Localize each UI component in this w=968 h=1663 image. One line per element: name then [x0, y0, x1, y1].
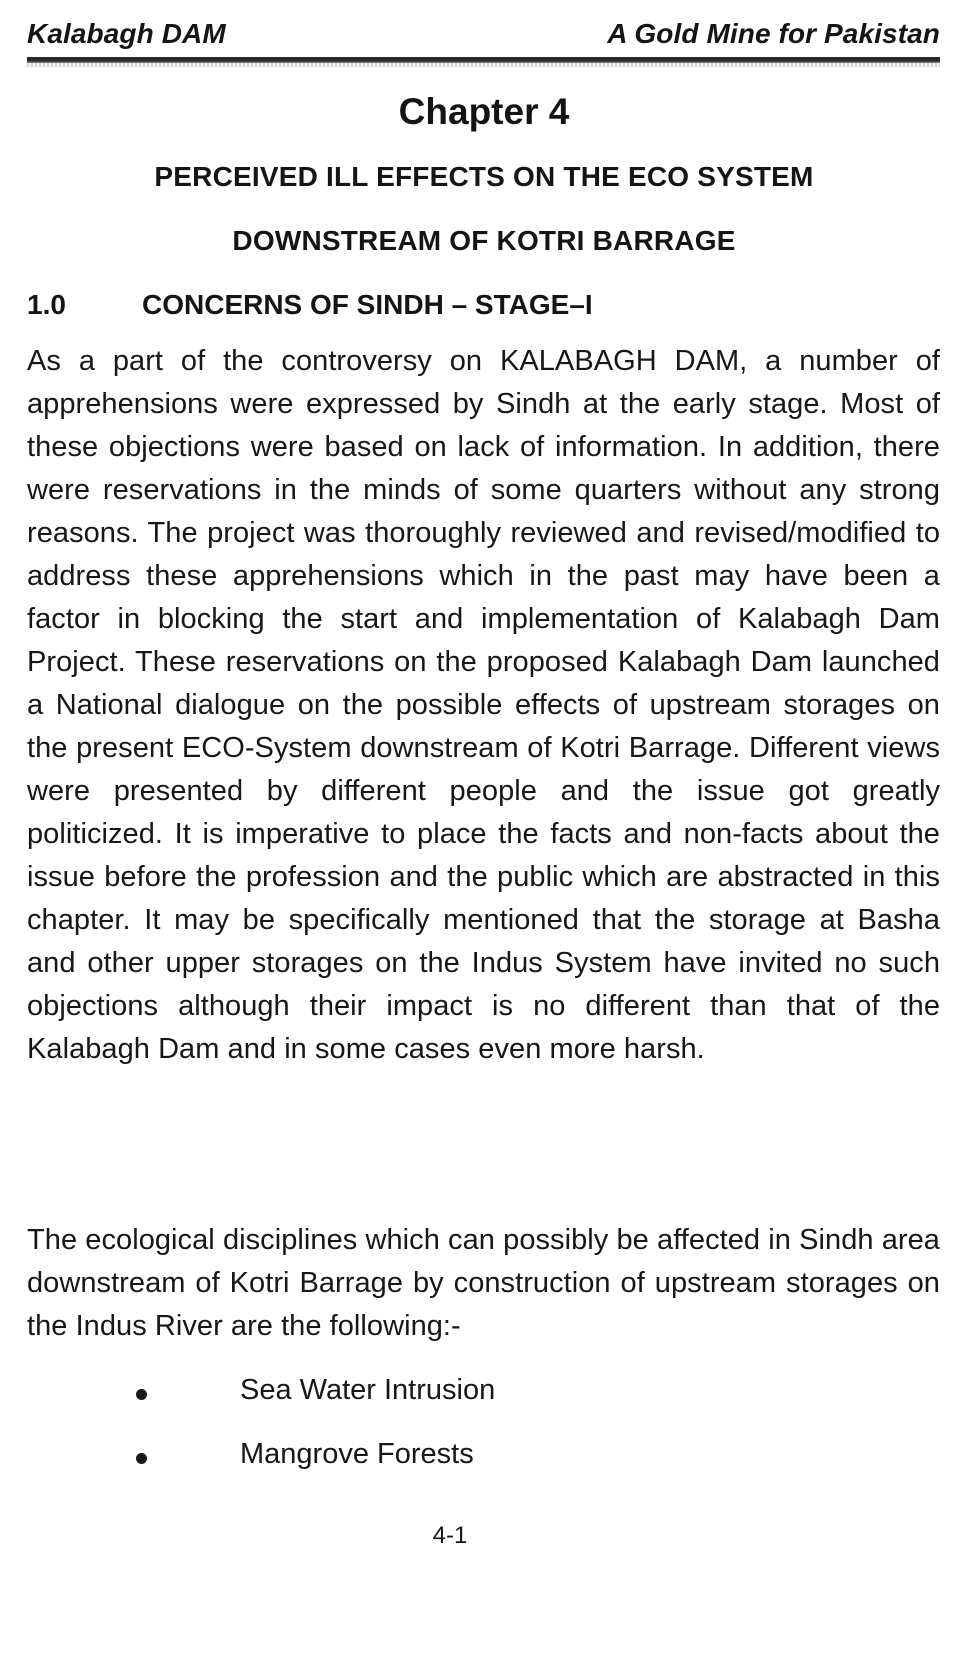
ecological-disciplines-list [0, 1370, 968, 1498]
section-heading [27, 285, 940, 325]
list-item-text: Sea Water Intrusion [240, 1374, 496, 1406]
list-item [0, 1370, 968, 1434]
list-item-text: Mangrove Forests [240, 1438, 474, 1470]
header-left-title: Kalabagh DAM [27, 18, 226, 49]
bullet-icon [136, 1389, 147, 1400]
header-right-title: A Gold Mine for Pakistan [607, 18, 940, 49]
chapter-subtitle-line-2: DOWNSTREAM OF KOTRI BARRAGE [232, 225, 736, 256]
header-rule-shadow [27, 63, 940, 67]
running-header [27, 14, 940, 58]
list-item [0, 1434, 968, 1498]
chapter-title: Chapter 4 [398, 91, 570, 132]
chapter-subtitle-line-1: PERCEIVED ILL EFFECTS ON THE ECO SYSTEM [154, 161, 814, 192]
page-number: 4-1 [432, 1522, 468, 1549]
body-paragraph-2: The ecological disciplines which can possibly be affected in Sindh area downstream of Kotri Barrage by construction of upstream storages on the Indus River are the following:- [27, 1224, 940, 1342]
bullet-icon [136, 1453, 147, 1464]
section-title: CONCERNS OF SINDH – STAGE–I [142, 289, 593, 320]
section-number: 1.0 [27, 289, 66, 320]
body-paragraph-1: As a part of the controversy on KALABAGH DAM, a number of apprehensions were expressed by Sindh at the early stage. Most of these objections were based on lack of information. In addition, there were reservations in the minds of some quarters without any strong reasons. The project was thoroughly reviewed and revised/modified to address these apprehensions which in the past may have been a factor in blocking the start and implementation of Kalabagh Dam Project. These reservations on the proposed Kalabagh Dam launched a National dialogue on the possible effects of upstream storages on the present ECO-System downstream of Kotri Barrage. Different views were presented by different people and the issue got greatly politicized. It is imperative to place the facts and non-facts about the issue before the profession and the public which are abstracted in this chapter. It may be specifically mentioned that the storage at Basha and other upper storages on the Indus System have invited no such objections although their impact is no different than that of the Kalabagh Dam and in some cases even more harsh. [27, 345, 940, 1065]
